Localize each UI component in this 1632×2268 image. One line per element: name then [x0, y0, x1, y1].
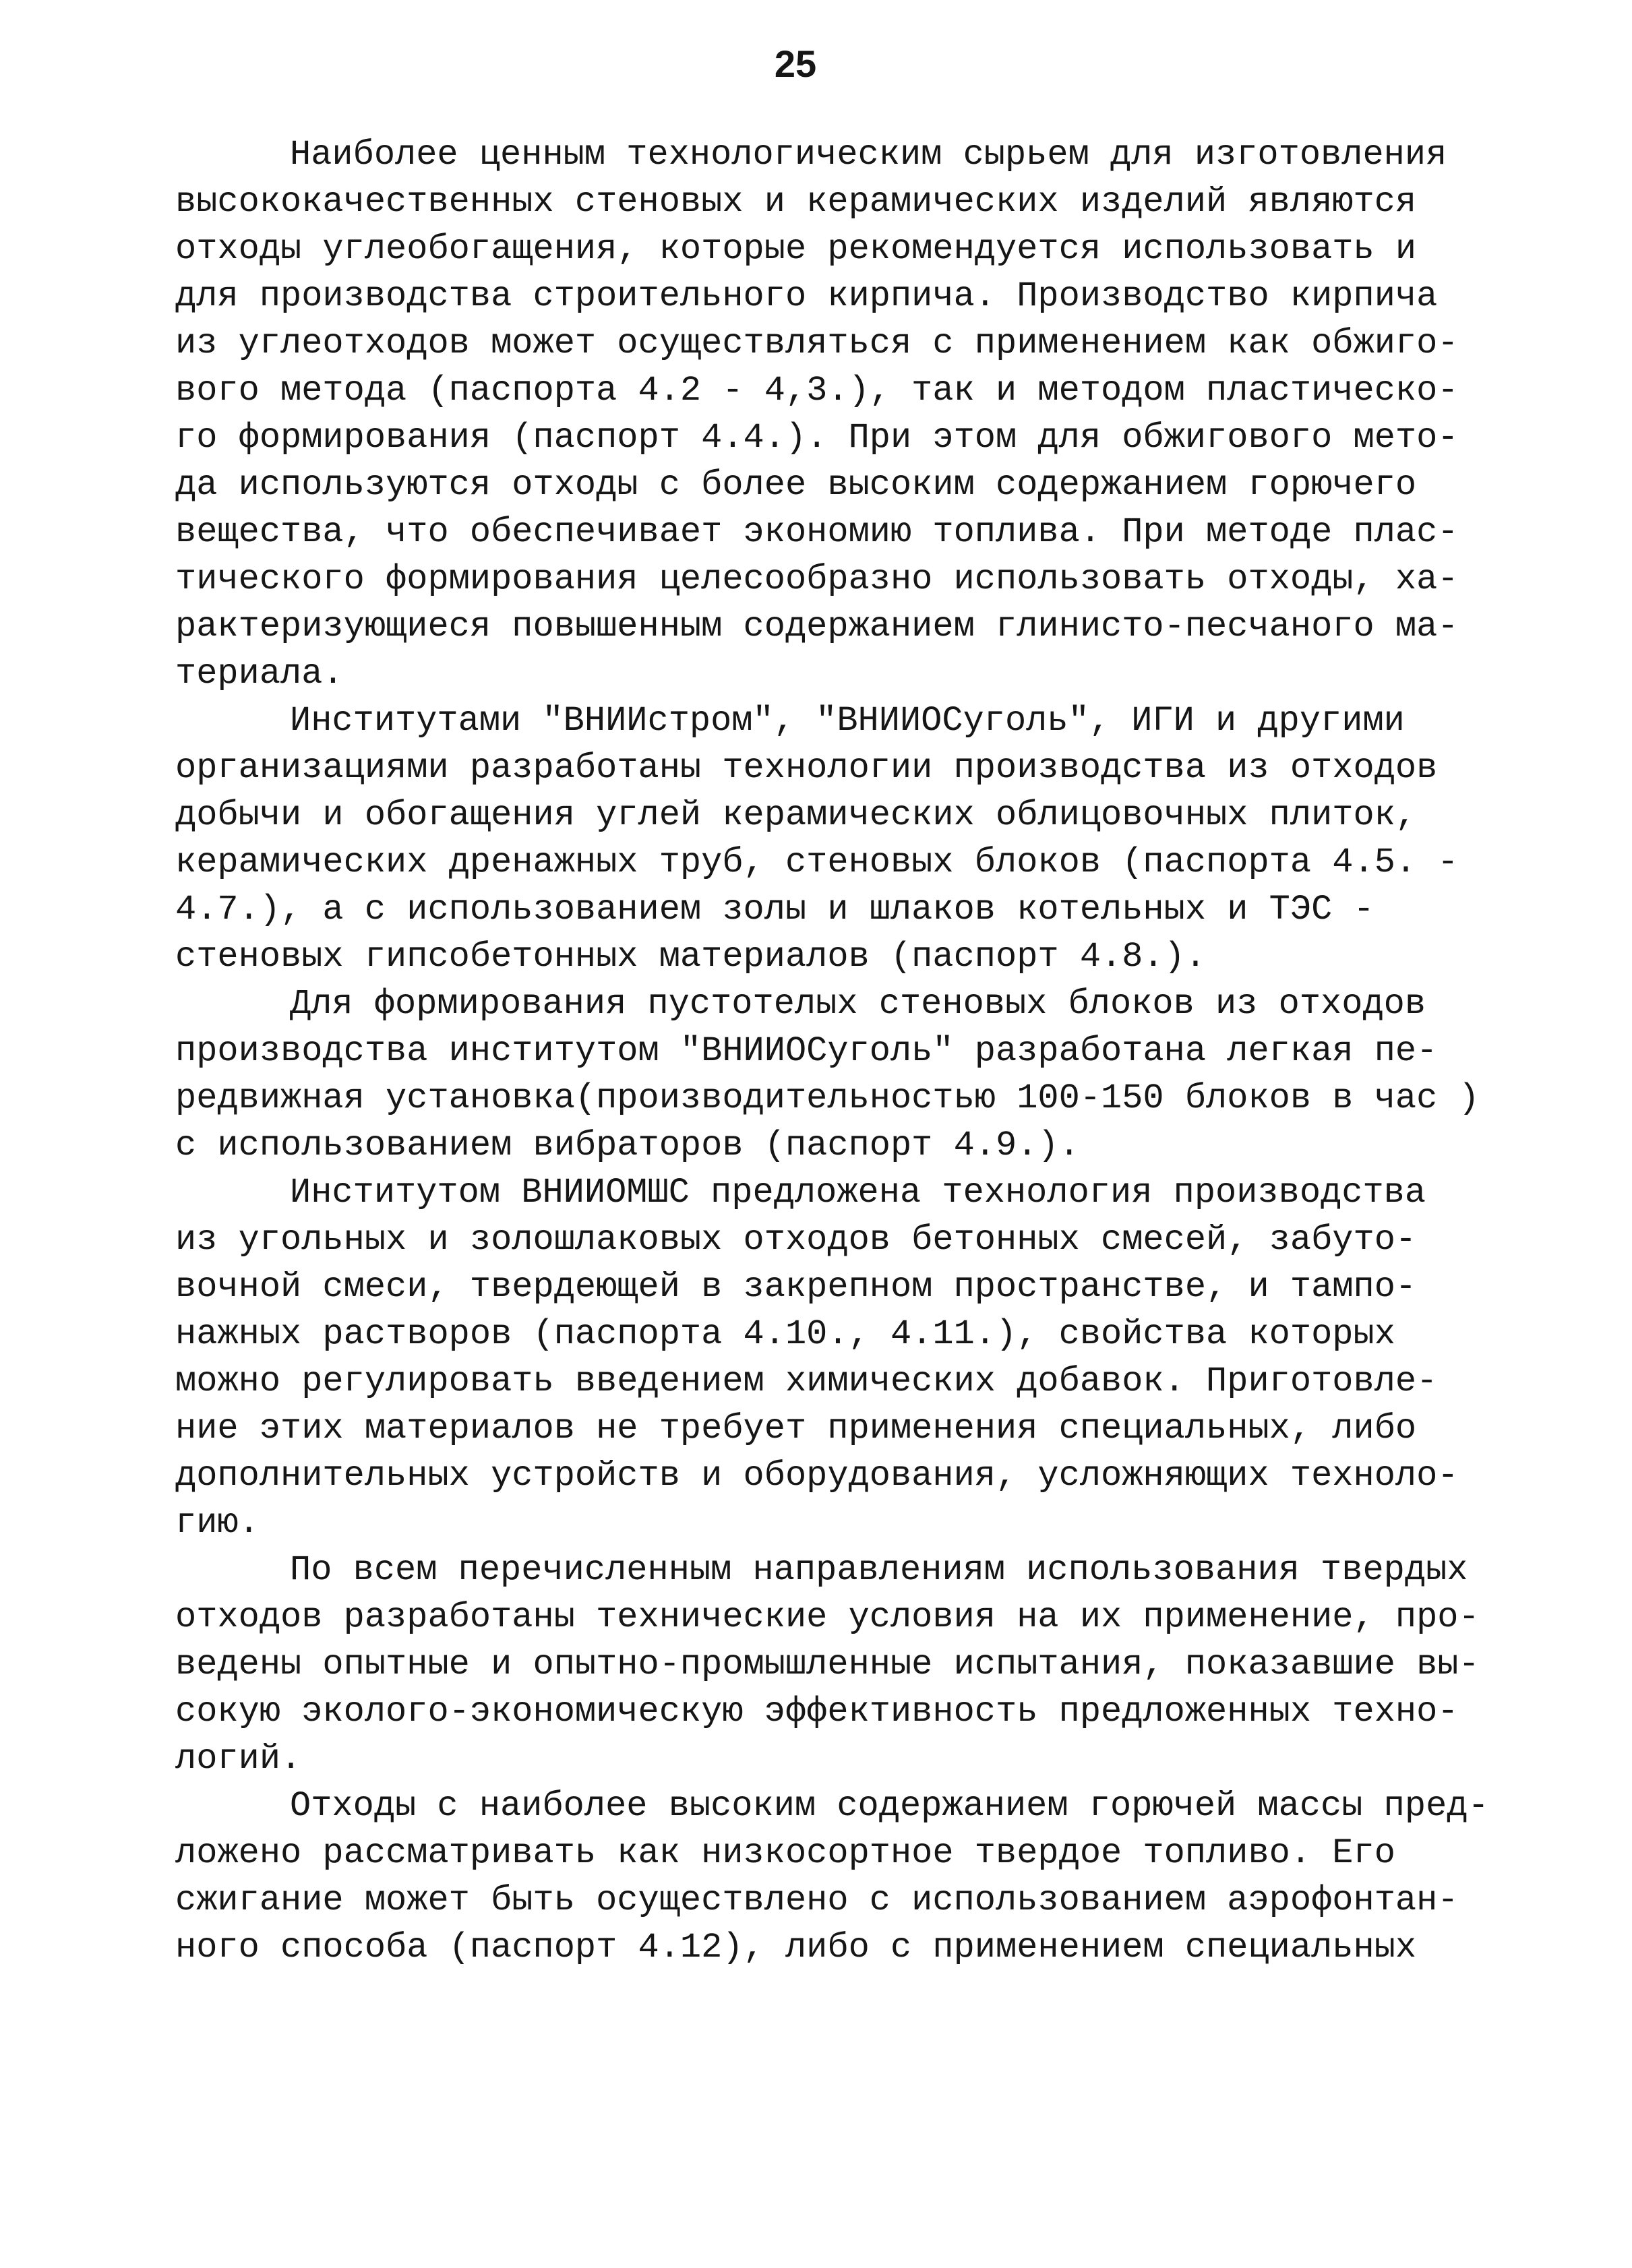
text-line: организациями разработаны технологии производства из отходов [175, 748, 1438, 788]
text-line: дополнительных устройств и оборудования, усложняющих техноло- [175, 1456, 1459, 1496]
text-line: с использованием вибраторов (паспорт 4.9.). [175, 1126, 1080, 1165]
text-line: керамических дренажных труб, стеновых блоков (паспорта 4.5. - [175, 842, 1459, 882]
text-line: Отходы с наиболее высоким содержанием горючей массы пред- [290, 1786, 1489, 1826]
text-line: 4.7.), а с использованием золы и шлаков котельных и ТЭС - [175, 890, 1374, 929]
text-line: тического формирования целесообразно использовать отходы, ха- [175, 559, 1459, 599]
text-line: сжигание может быть осуществлено с использованием аэрофонтан- [175, 1880, 1459, 1920]
text-line: из углеотходов может осуществляться с применением как обжиго- [175, 324, 1459, 363]
text-line: го формирования (паспорт 4.4.). При этом для обжигового мето- [175, 418, 1459, 458]
page-number: 25 [774, 42, 817, 85]
text-line: вочной смеси, твердеющей в закрепном пространстве, и тампо- [175, 1267, 1417, 1307]
text-line: гию. [175, 1503, 260, 1543]
text-line: нажных растворов (паспорта 4.10., 4.11.), свойства которых [175, 1314, 1395, 1354]
text-line: для производства строительного кирпича. Производство кирпича [175, 276, 1438, 316]
text-line: Для формирования пустотелых стеновых блоков из отходов [290, 984, 1426, 1024]
text-line: высококачественных стеновых и керамических изделий являются [175, 182, 1417, 222]
text-line: отходов разработаны технические условия на их применение, про- [175, 1597, 1480, 1637]
text-line: ложено рассматривать как низкосортное твердое топливо. Его [175, 1833, 1395, 1873]
text-line: Наиболее ценным технологическим сырьем для изготовления [290, 135, 1447, 175]
text-line: редвижная установка(производительностью 100-150 блоков в час ) [175, 1078, 1480, 1118]
text-line: да используются отходы с более высоким содержанием горючего [175, 465, 1417, 505]
text-line: вого метода (паспорта 4.2 - 4,3.), так и методом пластическо- [175, 371, 1459, 410]
text-line: логий. [175, 1739, 302, 1779]
text-line: Институтом ВНИИОМШС предложена технология производства [290, 1173, 1426, 1213]
text-line: сокую эколого-экономическую эффективность предложенных техно- [175, 1692, 1459, 1731]
text-line: производства институтом "ВНИИОСуголь" разработана легкая пе- [175, 1031, 1438, 1071]
text-line: стеновых гипсобетонных материалов (паспорт 4.8.). [175, 937, 1207, 977]
text-line: можно регулировать введением химических добавок. Приготовле- [175, 1361, 1438, 1401]
text-line: из угольных и золошлаковых отходов бетонных смесей, забуто- [175, 1220, 1417, 1260]
text-line: вещества, что обеспечивает экономию топлива. При методе плас- [175, 512, 1459, 552]
text-line: ведены опытные и опытно-промышленные испытания, показавшие вы- [175, 1645, 1480, 1684]
text-line: По всем перечисленным направлениям использования твердых [290, 1550, 1468, 1590]
text-line: ние этих материалов не требует применения специальных, либо [175, 1409, 1417, 1448]
text-line: териала. [175, 654, 344, 694]
text-line: отходы углеобогащения, которые рекомендуется использовать и [175, 229, 1417, 269]
text-line: Институтами "ВНИИстром", "ВНИИОСуголь", ИГИ и другими [290, 701, 1405, 741]
text-line: рактеризующиеся повышенным содержанием глинисто-песчаного ма- [175, 607, 1459, 646]
text-line: ного способа (паспорт 4.12), либо с применением специальных [175, 1928, 1417, 1967]
text-line: добычи и обогащения углей керамических облицовочных плиток, [175, 795, 1417, 835]
